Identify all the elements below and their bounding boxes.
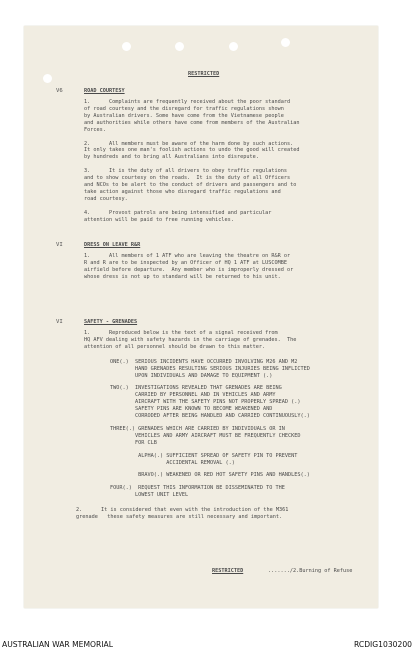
punch-hole (229, 42, 238, 51)
paragraph-line: 4. Provost patrols are being intensified and particular (84, 209, 272, 216)
credit-right: RCDIG1030200 (354, 640, 412, 649)
paragraph-line: 1. Reproduced below is the text of a signal received from (84, 330, 278, 336)
section-heading: DRESS ON LEAVE R&R (84, 242, 141, 248)
paragraph-line: road courtesy. (84, 195, 128, 202)
section-number: V6 (56, 88, 63, 94)
paragraph-line: R and R are to be inspected by an Officer of HQ 1 ATF at LUSCOMBE (84, 259, 288, 266)
paragraph-line: attention of all personnel should be drawn to this matter. (84, 343, 266, 350)
paragraph-line: 2. All members must be aware of the harm done by such actions. (84, 140, 294, 147)
section-number: VI (56, 319, 63, 325)
credit-left: AUSTRALIAN WAR MEMORIAL (2, 640, 113, 649)
closing-line: 2. It is considered that even with the introduction of the M361 (76, 507, 289, 514)
section-heading: ROAD COURTESY (84, 88, 125, 94)
signal-line: VEHICLES AND ARMY AIRCRAFT MUST BE FREQUENTLY CHECKED (110, 432, 301, 439)
paragraph-line: attention will be paid to free running vehicles. (84, 216, 234, 223)
signal-line: HAND GRENADES RESULTING SERIOUS INJURIES BEING INFLICTED (110, 365, 310, 372)
signal-line: CORRODED AFTER BEING HANDLED AND CARRIED CONTINUOUSLY(.) (110, 413, 310, 419)
document-page (24, 26, 378, 608)
paragraph-line: by hundreds and to bring all Australians into disrepute. (84, 154, 259, 161)
footer-continuation: ......./2.Burning of Refuse (268, 568, 353, 574)
paragraph-line: airfield before departure. Any member who is improperly dressed or (84, 266, 294, 273)
paragraph-line: HQ AFV dealing with safety hazards in the carriage of grenades. The (84, 336, 297, 343)
paragraph-line: 1. Complaints are frequently received about the poor standard (84, 99, 291, 105)
signal-line: TWO(.) INVESTIGATIONS REVEALED THAT GRENADES ARE BEING (110, 385, 282, 392)
page-title: RESTRICTED (188, 71, 220, 77)
signal-line: FOR CLB (110, 439, 157, 446)
signal-line: LOWEST UNIT LEVEL (110, 492, 189, 499)
punch-hole (281, 38, 290, 47)
paragraph-line: and to show courtesy on the roads. It is the duty of all Officers (84, 175, 291, 182)
signal-line: SAFETY PINS ARE KNOWN TO BECOME WEAKENED AND (110, 406, 273, 413)
paragraph-line: by Australian drivers. Some have come from the Vietnamese people (84, 112, 284, 119)
paragraph-line: It only takes one man's foolish actions to undo the good will created (84, 147, 300, 154)
signal-line: UPON INDIVIDUALS AND DAMAGE TO EQUIPMENT (.) (110, 372, 273, 379)
signal-line: BRAVO(.) WEAKENED OR RED HOT SAFETY PINS AND HANDLES(.) (110, 472, 310, 479)
signal-line: ONE(.) SERIOUS INCIDENTS HAVE OCCURRED INVOLVING M26 AND M2 (110, 358, 298, 365)
section-number: VI (56, 242, 63, 248)
signal-line: AIRCRAFT WITH THE SAFETY PINS NOT PROPERLY SPREAD (.) (110, 399, 301, 406)
signal-line: CARRIED BY PERSONNEL AND IN VEHICLES AND ARMY (110, 392, 276, 399)
section-heading: SAFETY - GRENADES (84, 319, 138, 325)
signal-line: ACCIDENTAL REMOVAL (.) (110, 459, 235, 466)
punch-hole (175, 42, 184, 51)
paragraph-line: Forces. (84, 126, 106, 133)
paragraph-line: of road courtesy and the disregard for traffic regulations shown (84, 105, 284, 112)
paragraph-line: 1. All members of 1 ATF who are leaving the theatre on R&R or (84, 253, 291, 259)
paragraph-line: take action against those who disregard traffic regulations and (84, 188, 281, 195)
closing-line: grenade these safety measures are still necessary and important. (76, 514, 283, 520)
footer-restricted: RESTRICTED (212, 568, 244, 574)
paragraph-line: and authorities while others have come from members of the Australian (84, 119, 300, 126)
signal-line: ALPHA(.) SUFFICIENT SPREAD OF SAFETY PIN TO PREVENT (110, 452, 298, 459)
punch-hole (43, 74, 52, 83)
paragraph-line: 3. It is the duty of all drivers to obey traffic regulations (84, 168, 288, 175)
paragraph-line: whose dress is not up to standard will be returned to his unit. (84, 273, 281, 280)
punch-hole (122, 42, 131, 51)
signal-line: THREE(.) GRENADES WHICH ARE CARRIED BY INDIVIDUALS OR IN (110, 425, 285, 432)
paragraph-line: and NCOs to be alert to the conduct of drivers and passengers and to (84, 182, 297, 188)
signal-line: FOUR(.) REQUEST THIS INFORMATION BE DISSEMINATED TO THE (110, 485, 285, 492)
